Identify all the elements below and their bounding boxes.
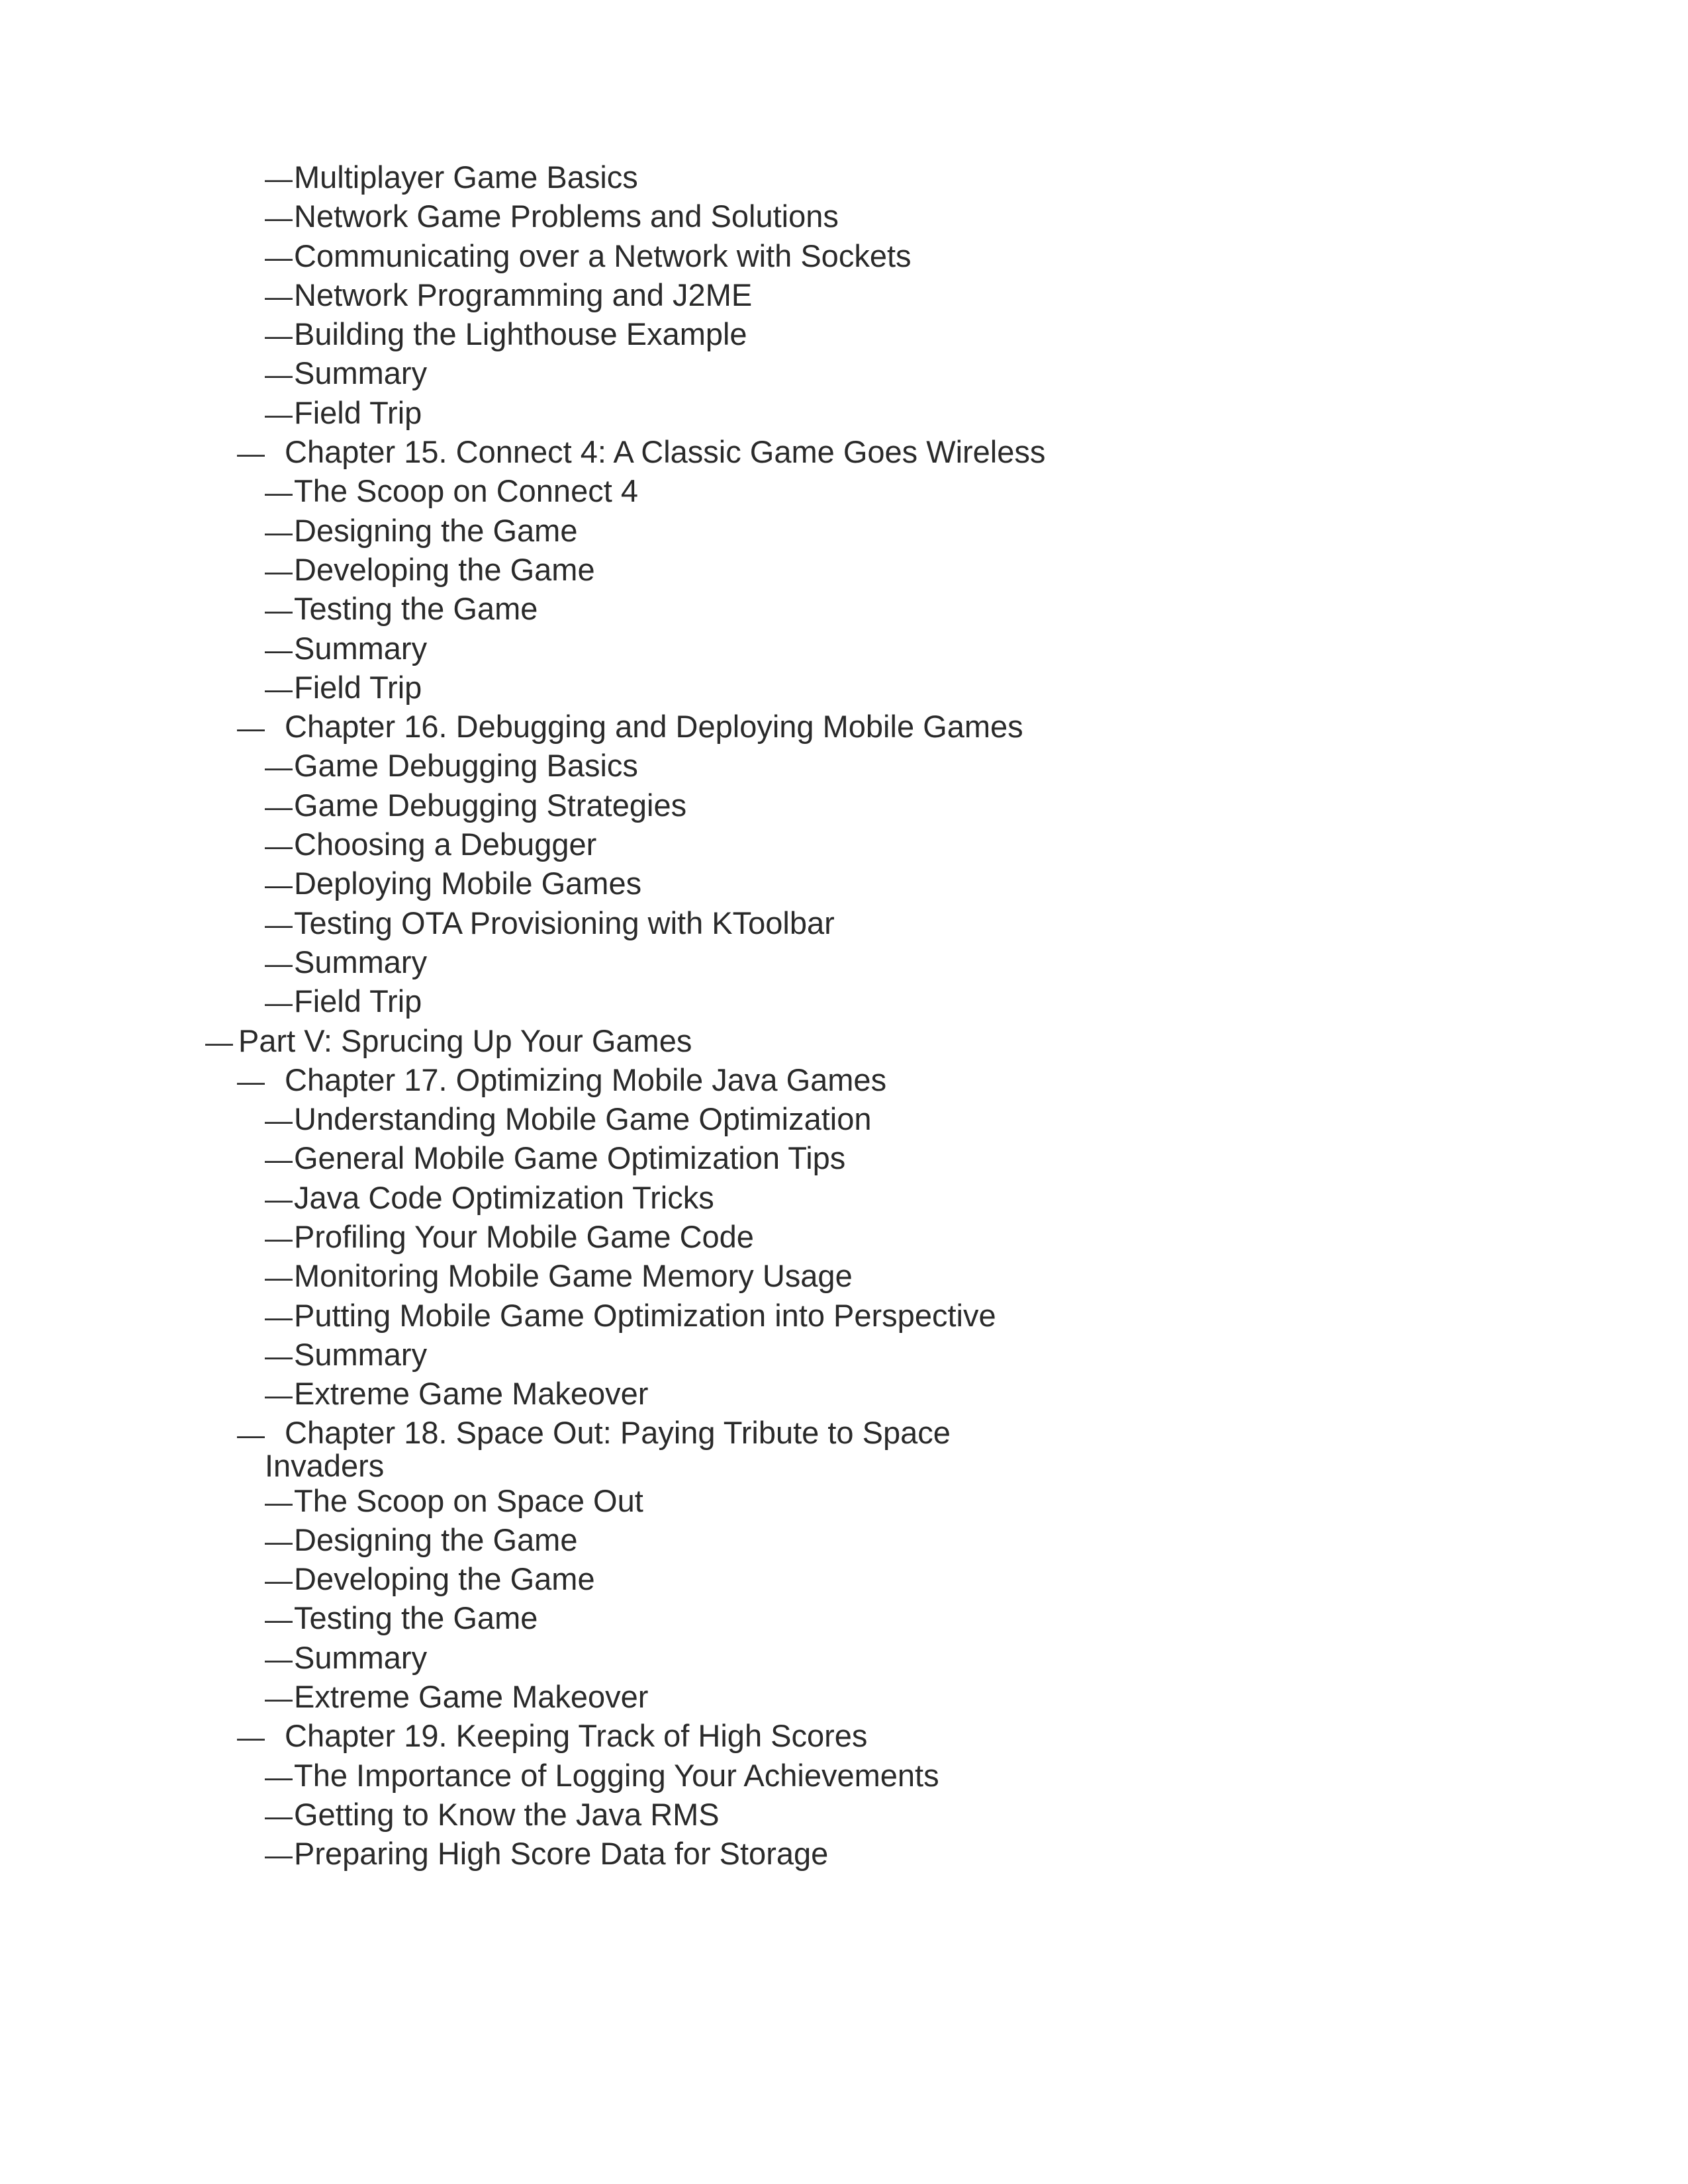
toc-entry-label-line1: Chapter 18. Space Out: Paying Tribute to Space <box>285 1414 951 1450</box>
toc-entry-label: Chapter 16. Debugging and Deploying Mobile Games <box>285 709 1023 745</box>
tree-dash-icon: — <box>265 1222 293 1254</box>
toc-section-entry[interactable] <box>0 1559 1688 1598</box>
toc-entry-label: Summary <box>294 1639 428 1675</box>
toc-section-entry[interactable] <box>0 1598 1688 1637</box>
toc-entry-label: Testing the Game <box>294 1600 538 1636</box>
toc-section-entry[interactable] <box>0 1138 1688 1177</box>
toc-entry-label <box>265 1414 1079 1483</box>
toc-entry-label: The Importance of Logging Your Achievements <box>294 1757 939 1793</box>
tree-dash-icon: — <box>237 437 265 469</box>
toc-entry-label: Designing the Game <box>294 1522 578 1557</box>
toc-section-entry[interactable] <box>0 903 1688 942</box>
toc-entry-label: Summary <box>294 630 428 666</box>
toc-entry-label: Building the Lighthouse Example <box>294 316 747 352</box>
toc-entry-label: Summary <box>294 1336 428 1372</box>
toc-entry-label: Chapter 19. Keeping Track of High Scores <box>285 1718 868 1754</box>
toc-entry-label: Network Game Problems and Solutions <box>294 199 839 234</box>
toc-entry-label: General Mobile Game Optimization Tips <box>294 1140 846 1176</box>
toc-entry-label: Chapter 17. Optimizing Mobile Java Games <box>285 1062 887 1097</box>
toc-entry-label: Java Code Optimization Tricks <box>294 1179 714 1215</box>
tree-dash-icon: — <box>237 1065 265 1097</box>
tree-dash-icon: — <box>265 947 293 979</box>
tree-dash-icon: — <box>265 1565 293 1596</box>
toc-entry-label: Field Trip <box>294 983 422 1019</box>
tree-dash-icon: — <box>265 1486 293 1518</box>
toc-section-entry[interactable] <box>0 629 1688 668</box>
tree-dash-icon: — <box>265 398 293 430</box>
toc-entry-label: Multiplayer Game Basics <box>294 159 638 195</box>
toc-section-entry[interactable] <box>0 275 1688 314</box>
toc-section-entry[interactable] <box>0 1335 1688 1374</box>
toc-section-entry[interactable] <box>0 1217 1688 1256</box>
toc-section-entry[interactable] <box>0 864 1688 903</box>
tree-dash-icon: — <box>265 908 293 940</box>
toc-section-entry[interactable] <box>0 314 1688 353</box>
toc-entry-label: Extreme Game Makeover <box>294 1376 649 1412</box>
tree-dash-icon: — <box>265 359 293 390</box>
tree-dash-icon: — <box>265 1105 293 1136</box>
toc-section-entry[interactable] <box>0 1520 1688 1559</box>
toc-entry-label: Chapter 15. Connect 4: A Classic Game Goes Wireless <box>285 434 1046 470</box>
toc-section-entry[interactable] <box>0 1795 1688 1834</box>
toc-section-entry[interactable] <box>0 1256 1688 1295</box>
tree-dash-icon: — <box>265 202 293 234</box>
toc-entry-label: Game Debugging Strategies <box>294 787 687 823</box>
tree-dash-icon: — <box>265 751 293 783</box>
tree-dash-icon: — <box>265 1340 293 1371</box>
toc-chapter-entry[interactable] <box>0 432 1688 471</box>
toc-entry-label: Extreme Game Makeover <box>294 1678 649 1714</box>
tree-dash-icon: — <box>265 241 293 273</box>
toc-section-entry[interactable] <box>0 1374 1688 1413</box>
tree-dash-icon: — <box>265 280 293 312</box>
toc-section-entry[interactable] <box>0 1481 1688 1520</box>
toc-part-entry[interactable] <box>0 1021 1688 1060</box>
tree-dash-icon: — <box>265 1144 293 1175</box>
tree-dash-icon: — <box>265 633 293 665</box>
toc-entry-label: Developing the Game <box>294 551 595 587</box>
toc-entry-label: Network Programming and J2ME <box>294 277 753 312</box>
toc-entry-label: Profiling Your Mobile Game Code <box>294 1219 754 1255</box>
toc-section-entry[interactable] <box>0 1834 1688 1873</box>
toc-section-entry[interactable] <box>0 1756 1688 1795</box>
toc-entry-label: Developing the Game <box>294 1561 595 1597</box>
toc-entry-label: Field Trip <box>294 669 422 705</box>
toc-entry-label: Designing the Game <box>294 512 578 548</box>
table-of-contents <box>0 158 1688 1873</box>
toc-section-entry[interactable] <box>0 511 1688 550</box>
toc-entry-label: Field Trip <box>294 394 422 430</box>
toc-section-entry[interactable] <box>0 746 1688 785</box>
tree-dash-icon: — <box>265 1760 293 1792</box>
toc-section-entry[interactable] <box>0 942 1688 981</box>
toc-entry-label: Getting to Know the Java RMS <box>294 1796 720 1832</box>
tree-dash-icon: — <box>265 163 293 194</box>
tree-dash-icon: — <box>205 1026 233 1058</box>
tree-dash-icon: — <box>265 869 293 901</box>
toc-entry-label: Testing OTA Provisioning with KToolbar <box>294 905 835 940</box>
tree-dash-icon: — <box>265 594 293 626</box>
toc-chapter-entry[interactable] <box>0 1716 1688 1755</box>
toc-entry-label: The Scoop on Space Out <box>294 1482 643 1518</box>
toc-section-entry[interactable] <box>0 1296 1688 1335</box>
tree-dash-icon: — <box>237 1418 265 1450</box>
toc-section-entry[interactable] <box>0 197 1688 236</box>
toc-section-entry[interactable] <box>0 668 1688 707</box>
toc-section-entry[interactable] <box>0 981 1688 1021</box>
toc-chapter-entry[interactable] <box>0 707 1688 746</box>
toc-chapter-entry[interactable] <box>0 1414 1688 1481</box>
tree-dash-icon: — <box>265 1183 293 1214</box>
tree-dash-icon: — <box>265 1300 293 1332</box>
toc-section-entry[interactable] <box>0 393 1688 432</box>
toc-entry-label: The Scoop on Connect 4 <box>294 473 638 509</box>
toc-entry-label: Communicating over a Network with Sockets <box>294 238 912 273</box>
toc-section-entry[interactable] <box>0 589 1688 628</box>
toc-entry-label: Game Debugging Basics <box>294 748 638 784</box>
toc-section-entry[interactable] <box>0 471 1688 510</box>
toc-section-entry[interactable] <box>0 550 1688 589</box>
tree-dash-icon: — <box>265 516 293 547</box>
tree-dash-icon: — <box>265 1643 293 1674</box>
toc-entry-label: Preparing High Score Data for Storage <box>294 1836 829 1872</box>
toc-section-entry[interactable] <box>0 786 1688 825</box>
toc-entry-label: Summary <box>294 944 428 979</box>
toc-entry-label: Choosing a Debugger <box>294 827 597 862</box>
toc-entry-label: Putting Mobile Game Optimization into Perspective <box>294 1297 996 1333</box>
tree-dash-icon: — <box>265 477 293 508</box>
toc-entry-label: Part V: Sprucing Up Your Games <box>238 1023 692 1058</box>
tree-dash-icon: — <box>265 1261 293 1293</box>
toc-entry-label: Summary <box>294 355 428 391</box>
tree-dash-icon: — <box>237 712 265 744</box>
toc-section-entry[interactable] <box>0 236 1688 275</box>
toc-entry-label: Deploying Mobile Games <box>294 866 642 901</box>
tree-dash-icon: — <box>265 555 293 586</box>
toc-section-entry[interactable] <box>0 1638 1688 1677</box>
tree-dash-icon: — <box>265 1525 293 1557</box>
toc-entry-label: Testing the Game <box>294 591 538 627</box>
tree-dash-icon: — <box>237 1721 265 1753</box>
tree-dash-icon: — <box>265 672 293 704</box>
tree-dash-icon: — <box>265 987 293 1019</box>
tree-dash-icon: — <box>265 1682 293 1713</box>
toc-entry-label-line2: Invaders <box>265 1447 385 1483</box>
toc-section-entry[interactable] <box>0 1677 1688 1716</box>
tree-dash-icon: — <box>265 1379 293 1411</box>
toc-section-entry[interactable] <box>0 1099 1688 1138</box>
tree-dash-icon: — <box>265 830 293 862</box>
toc-chapter-entry[interactable] <box>0 1060 1688 1099</box>
tree-dash-icon: — <box>265 320 293 351</box>
toc-section-entry[interactable] <box>0 353 1688 392</box>
tree-dash-icon: — <box>265 1839 293 1871</box>
toc-section-entry[interactable] <box>0 1178 1688 1217</box>
tree-dash-icon: — <box>265 1604 293 1635</box>
tree-dash-icon: — <box>265 790 293 822</box>
tree-dash-icon: — <box>265 1799 293 1831</box>
toc-entry-label: Monitoring Mobile Game Memory Usage <box>294 1258 853 1294</box>
toc-section-entry[interactable] <box>0 825 1688 864</box>
toc-entry-label: Understanding Mobile Game Optimization <box>294 1101 872 1137</box>
toc-section-entry[interactable] <box>0 158 1688 197</box>
